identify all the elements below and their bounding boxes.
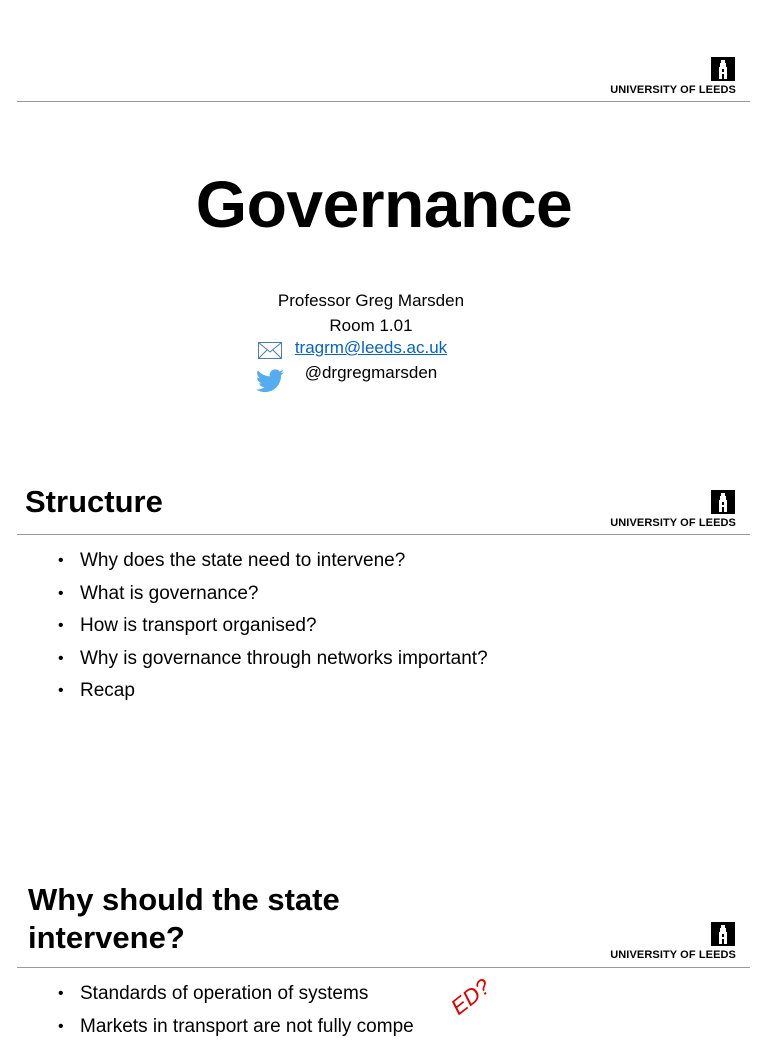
university-name: UNIVERSITY OF LEEDS (610, 84, 736, 96)
university-logo (606, 57, 736, 97)
header-divider (17, 967, 750, 968)
bullet-list (56, 978, 414, 1043)
university-name: UNIVERSITY OF LEEDS (610, 949, 736, 961)
university-crest-icon (711, 490, 735, 514)
list-item: • Why is governance through networks important? (56, 643, 488, 676)
list-item: • Why does the state need to intervene? (56, 545, 488, 578)
list-item: • Markets in transport are not fully compe (56, 1011, 414, 1043)
email-line (0, 338, 742, 358)
room-number: Room 1.01 (0, 313, 742, 338)
university-crest-icon (711, 922, 735, 946)
list-item: • Standards of operation of systems (56, 978, 414, 1011)
title-slide (0, 0, 768, 440)
page-title: Governance (0, 166, 768, 242)
structure-slide (0, 440, 768, 860)
university-logo (606, 490, 736, 530)
intervene-slide (0, 860, 768, 1024)
header-divider (17, 534, 750, 535)
list-item: • What is governance? (56, 578, 488, 611)
slide-title: Structure (25, 483, 163, 521)
list-item: • How is transport organised? (56, 610, 488, 643)
handwritten-annotation: ED? (446, 974, 496, 1021)
bullet-list (56, 545, 488, 708)
presenter-name: Professor Greg Marsden (0, 288, 742, 313)
twitter-handle: @drgregmarsden (0, 363, 742, 383)
university-crest-icon (711, 57, 735, 81)
presenter-block (0, 288, 742, 338)
university-name: UNIVERSITY OF LEEDS (610, 517, 736, 529)
email-link[interactable]: tragrm@leeds.ac.uk (295, 338, 447, 357)
slide-title: Why should the state intervene? (28, 881, 340, 957)
header-divider (17, 101, 750, 102)
university-logo (606, 922, 736, 962)
list-item: • Recap (56, 675, 488, 708)
